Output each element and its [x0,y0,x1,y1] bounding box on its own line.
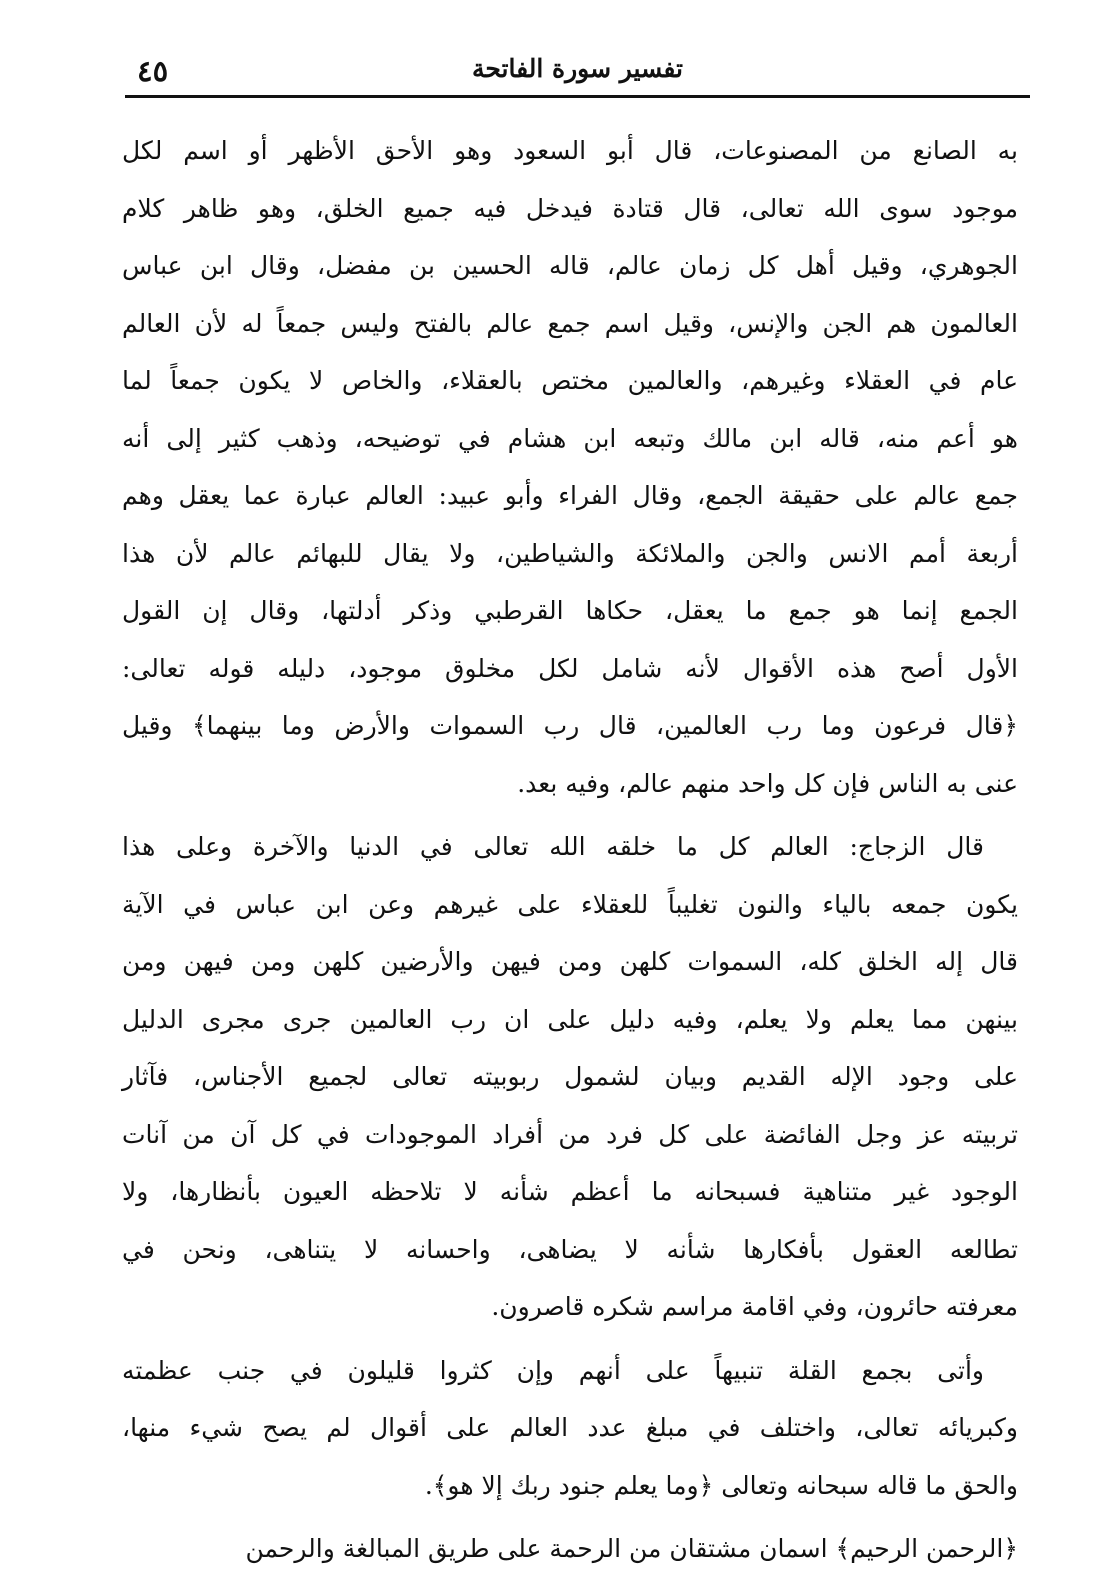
text-line: جمع عالم على حقيقة الجمع، وقال الفراء وأبو عبيد: العالم عبارة عما يعقل وهم [122,481,1018,510]
text-line: عنى به الناس فإن كل واحد منهم عالم، وفيه بعد. [517,768,1018,798]
text-line: الوجود غير متناهية فسبحانه ما أعظم شأنه لا تلاحظه العيون بأنظارها، ولا [122,1177,1018,1206]
text-line: هو أعم منه، قاله ابن مالك وتبعه ابن هشام في توضيحه، وذهب كثير إلى أنه [122,423,1018,453]
text-line: يكون جمعه بالياء والنون تغليباً للعقلاء على غيرهم وعن ابن عباس في الآية [122,889,1018,919]
text-line: الأول أصح هذه الأقوال لأنه شامل لكل مخلوق موجود، دليله قوله تعالى: [122,653,1018,683]
header-rule [125,95,1030,98]
running-title: تفسير سورة الفاتحة [471,54,683,83]
text-line: معرفته حائرون، وفي اقامة مراسم شكره قاصرون. [491,1292,1018,1321]
page-body [122,122,1018,1578]
text-line: موجود سوى الله تعالى، قال قتادة فيدخل فيه جميع الخلق، وهو ظاهر كلام [122,193,1018,223]
paragraph [122,1342,1018,1515]
text-line: قال إله الخلق كله، السموات كلهن ومن فيهن والأرضين كلهن ومن فيهن ومن [122,947,1018,976]
paragraph [122,122,1018,812]
text-line: قال الزجاج: العالم كل ما خلقه الله تعالى في الدنيا والآخرة وعلى هذا [122,832,984,861]
text-line: به الصانع من المصنوعات، قال أبو السعود وهو الأحق الأظهر أو اسم لكل [122,136,1018,165]
text-line: على وجود الإله القديم وبيان لشمول ربوبيته تعالى لجميع الأجناس، فآثار [122,1062,1018,1091]
text-line: ﴿الرحمن الرحيم﴾ اسمان مشتقان من الرحمة على طريق المبالغة والرحمن [245,1534,1018,1563]
text-line: والحق ما قاله سبحانه وتعالى ﴿وما يعلم جنود ربك إلا هو﴾. [424,1470,1018,1500]
text-line: أربعة أمم الانس والجن والملائكة والشياطين، ولا يقال للبهائم عالم لأن هذا [122,538,1019,568]
text-line: الجمع إنما هو جمع ما يعقل، حكاها القرطبي وذكر أدلتها، وقال إن القول [122,596,1018,625]
text-line: العالمون هم الجن والإنس، وقيل اسم جمع عالم بالفتح وليس جمعاً له لأن العالم [122,308,1018,338]
text-line: بينهن مما يعلم ولا يعلم، وفيه دليل على ان رب العالمين جرى مجرى الدليل [122,1004,1018,1034]
text-line: الجوهري، وقيل أهل كل زمان عالم، قاله الحسين بن مفضل، وقال ابن عباس [122,251,1018,280]
text-line: وأتى بجمع القلة تنبيهاً على أنهم وإن كثروا قليلون في جنب عظمته [122,1355,984,1385]
text-line: ﴿قال فرعون وما رب العالمين، قال رب السموات والأرض وما بينهما﴾ وقيل [122,711,1018,740]
text-line: عام في العقلاء وغيرهم، والعالمين مختص بالعقلاء، والخاص لا يكون جمعاً لما [122,366,1018,395]
text-line: تربيته عز وجل الفائضة على كل فرد من أفراد الموجودات في كل آن من آنات [122,1119,1018,1149]
paragraph [122,1520,1018,1578]
page-number: ٤٥ [137,54,169,88]
page-header [125,50,1030,98]
text-line: وكبريائه تعالى، واختلف في مبلغ عدد العالم على أقوال لم يصح شيء منها، [122,1413,1018,1442]
paragraph [122,818,1018,1336]
text-line: تطالعه العقول بأفكارها شأنه لا يضاهى، واحسانه لا يتناهى، ونحن في [122,1234,1018,1264]
